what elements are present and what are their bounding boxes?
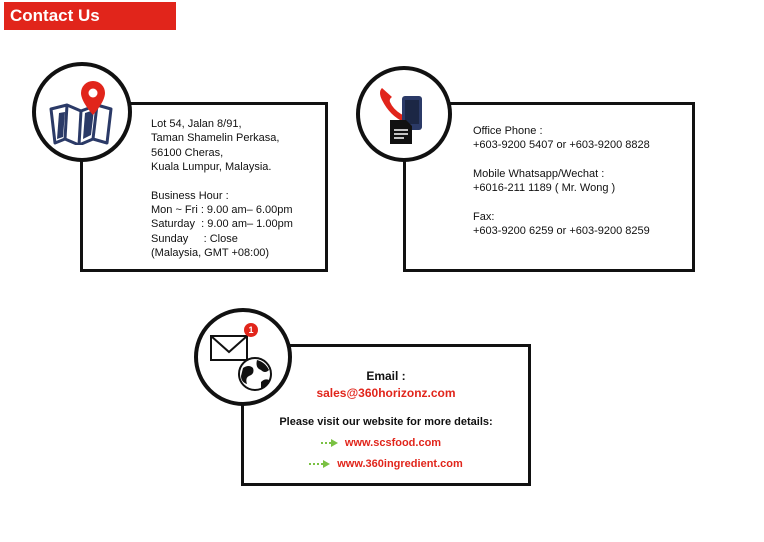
arrow-right-icon <box>321 438 339 448</box>
notification-badge: 1 <box>248 325 254 335</box>
business-hour-label: Business Hour : <box>151 189 229 202</box>
email-icon-circle <box>194 308 292 406</box>
office-phone-value: +603-9200 5407 or +603-9200 8828 <box>473 139 650 152</box>
email-globe-icon <box>205 322 281 392</box>
page-title: Contact Us <box>10 6 100 25</box>
business-hour-line: Saturday : 9.00 am– 1.00pm <box>151 218 293 231</box>
arrow-right-icon <box>309 459 331 469</box>
website-link-scsfood[interactable]: www.scsfood.com <box>344 437 442 449</box>
phone-icon-circle <box>356 66 452 162</box>
website-info-text: Please visit our website for more details: <box>279 416 493 428</box>
office-phone-label: Office Phone : <box>473 125 543 137</box>
website-link-row <box>234 437 528 449</box>
address-line: 56100 Cheras, <box>151 146 224 159</box>
email-label: Email : <box>366 369 406 383</box>
website-link-360ingredient[interactable]: www.360ingredient.com <box>337 458 463 470</box>
phone-text <box>473 124 650 238</box>
email-content <box>244 369 528 470</box>
map-pin-icon <box>47 79 117 145</box>
map-icon-circle <box>32 62 132 162</box>
address-line: Lot 54, Jalan 8/91, <box>151 118 242 130</box>
mobile-value: +6016-211 1189 ( Mr. Wong ) <box>473 182 616 195</box>
fax-label: Fax: <box>473 210 495 223</box>
website-link-row <box>244 458 528 470</box>
address-line: Taman Shamelin Perkasa, <box>151 132 280 145</box>
address-line: Kuala Lumpur, Malaysia. <box>151 161 272 174</box>
business-hour-line: Mon ~ Fri : 9.00 am– 6.00pm <box>151 204 293 217</box>
page-title-banner <box>4 2 176 30</box>
business-hour-line: (Malaysia, GMT +08:00) <box>151 247 270 260</box>
email-address-link[interactable]: sales@360horizonz.com <box>316 386 456 400</box>
phone-icon <box>376 82 432 146</box>
fax-value: +603-9200 6259 or +603-9200 8259 <box>473 225 650 238</box>
mobile-label: Mobile Whatsapp/Wechat : <box>473 167 605 180</box>
address-text <box>151 117 293 261</box>
business-hour-line: Sunday : Close <box>151 232 238 245</box>
